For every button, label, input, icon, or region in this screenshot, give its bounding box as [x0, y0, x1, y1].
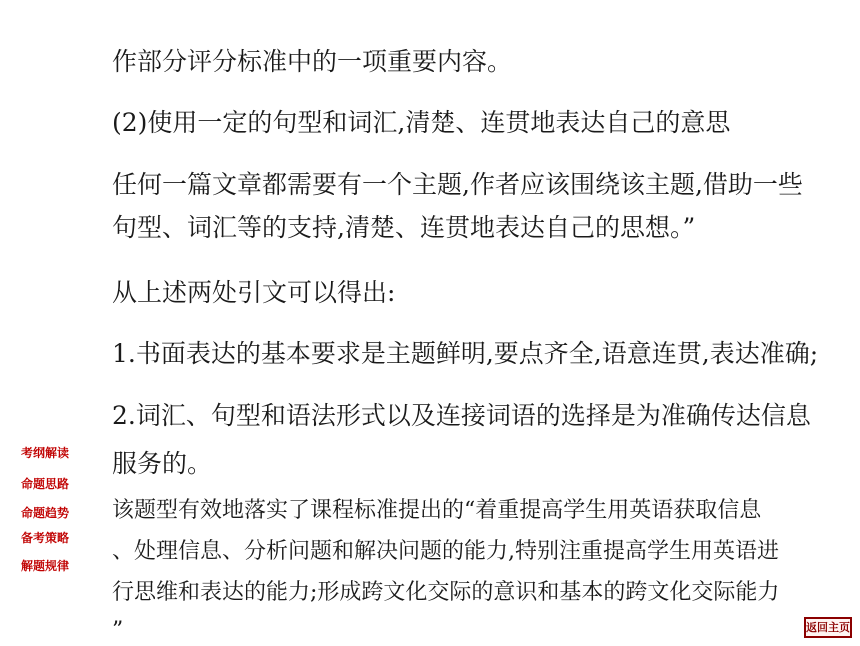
- text-line: 任何一篇文章都需要有一个主题,作者应该围绕该主题,借助一些: [112, 170, 803, 199]
- text-line: 1.书面表达的基本要求是主题鲜明,要点齐全,语意连贯,表达准确;: [112, 339, 819, 368]
- nav-link-solving-rules[interactable]: 解题规律: [20, 559, 69, 573]
- text-line: 行思维和表达的能力;形成跨文化交际的意识和基本的跨文化交际能力: [112, 580, 780, 605]
- nav-link-exam-outline[interactable]: 考纲解读: [20, 446, 69, 460]
- nav-link-study-strategy[interactable]: 备考策略: [20, 531, 69, 545]
- nav-link-question-trends[interactable]: 命题趋势: [20, 506, 69, 520]
- section-heading: (2)使用一定的句型和词汇,清楚、连贯地表达自己的意思: [112, 108, 731, 137]
- text-line: 2.词汇、句型和语法形式以及连接词语的选择是为准确传达信息: [112, 401, 811, 430]
- home-button[interactable]: 返回主页: [804, 617, 852, 638]
- text-line: 服务的。: [112, 449, 213, 478]
- text-line: 该题型有效地落实了课程标准提出的“着重提高学生用英语获取信息: [112, 498, 762, 523]
- text-line: ”: [112, 618, 124, 643]
- nav-link-question-ideas[interactable]: 命题思路: [20, 477, 69, 491]
- text-line: 、处理信息、分析问题和解决问题的能力,特别注重提高学生用英语进: [112, 539, 779, 564]
- text-line: 从上述两处引文可以得出:: [112, 278, 396, 307]
- text-line: 作部分评分标准中的一项重要内容。: [112, 47, 513, 76]
- text-line: 句型、词汇等的支持,清楚、连贯地表达自己的思想。”: [112, 213, 696, 242]
